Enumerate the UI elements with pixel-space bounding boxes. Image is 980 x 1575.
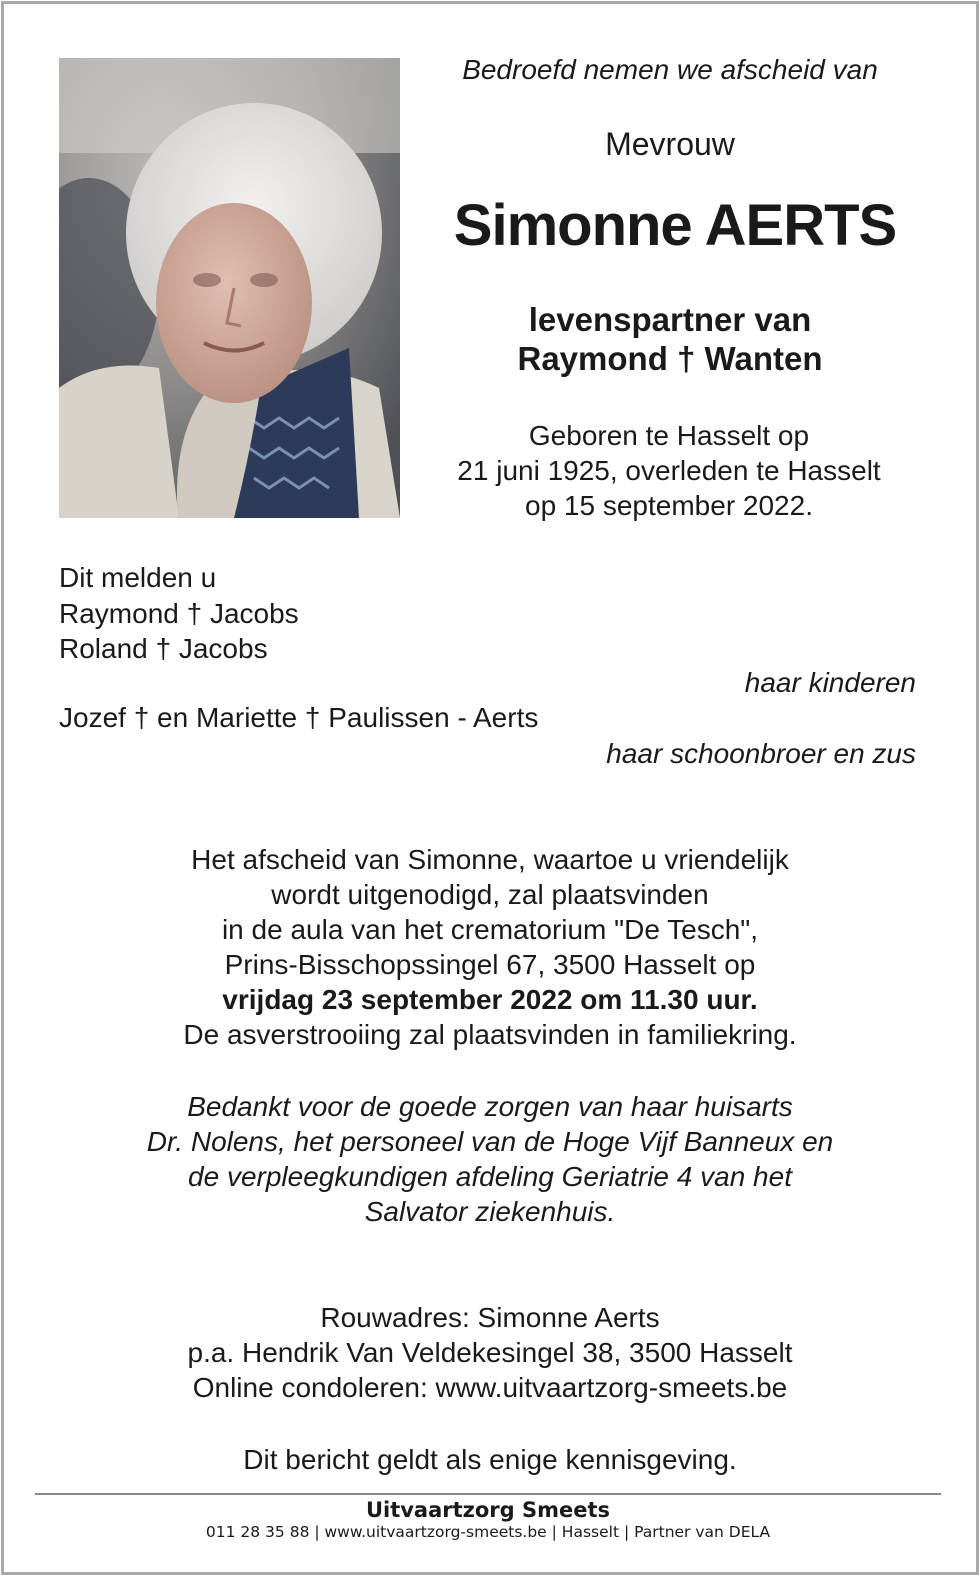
portrait-photo <box>59 58 400 518</box>
ceremony-line-6: De asverstrooiing zal plaatsvinden in familiekring. <box>183 1019 797 1050</box>
honorific: Mevrouw <box>605 126 735 162</box>
condolence-link: Online condoleren: www.uitvaartzorg-smeets.be <box>192 1372 788 1403</box>
thanks-line-4: Salvator ziekenhuis. <box>364 1196 616 1227</box>
partner-line-1: levenspartner van <box>528 301 812 338</box>
born-line-1: Geboren te Hasselt op <box>528 420 810 451</box>
child-name: Roland † Jacobs <box>59 633 268 664</box>
announcers-intro: Dit melden u <box>59 562 217 593</box>
thanks-line-3: de verpleegkundigen afdeling Geriatrie 4 van het <box>188 1161 792 1192</box>
address-block <box>80 1300 900 1405</box>
ceremony-line-1: Het afscheid van Simonne, waartoe u vriendelijk <box>191 844 789 875</box>
ceremony-date: vrijdag 23 september 2022 om 11.30 uur. <box>222 984 758 1015</box>
address-line-1: Rouwadres: Simonne Aerts <box>320 1302 660 1333</box>
children-relation: haar kinderen <box>744 667 916 698</box>
child-name: Raymond † Jacobs <box>59 597 299 629</box>
notice-line: Dit bericht geldt als enige kennisgeving. <box>243 1444 737 1475</box>
partner-block <box>420 300 920 378</box>
deceased-name: Simonne AERTS <box>453 193 897 258</box>
thanks-line-1: Bedankt voor de goede zorgen van haar huisarts <box>187 1091 793 1122</box>
ceremony-line-3: in de aula van het crematorium "De Tesch", <box>221 914 759 945</box>
ceremony-block <box>80 842 900 1052</box>
partner-line-2: Raymond † Wanten <box>517 340 823 377</box>
address-line-2: p.a. Hendrik Van Veldekesingel 38, 3500 Hasselt <box>187 1337 793 1368</box>
thanks-line-2: Dr. Nolens, het personeel van de Hoge Vijf Banneux en <box>146 1126 834 1157</box>
siblings-relation: haar schoonbroer en zus <box>606 738 916 769</box>
siblings-names: Jozef † en Mariette † Paulissen - Aerts <box>59 702 539 733</box>
thanks-block <box>80 1089 900 1229</box>
footer-details: 011 28 35 88 | www.uitvaartzorg-smeets.be | Hasselt | Partner van DELA <box>205 1523 771 1541</box>
footer-divider <box>35 1493 941 1495</box>
ceremony-line-4: Prins-Bisschopssingel 67, 3500 Hasselt op <box>224 949 756 980</box>
born-line-2: 21 juni 1925, overleden te Hasselt <box>457 455 881 486</box>
footer-company: Uitvaartzorg Smeets <box>365 1498 611 1522</box>
ceremony-line-2: wordt uitgenodigd, zal plaatsvinden <box>271 879 709 910</box>
intro-line: Bedroefd nemen we afscheid van <box>462 54 878 85</box>
portrait-illustration <box>59 58 400 518</box>
birth-death-block <box>418 418 920 523</box>
announcers-list <box>59 560 299 667</box>
born-line-3: op 15 september 2022. <box>525 490 813 521</box>
